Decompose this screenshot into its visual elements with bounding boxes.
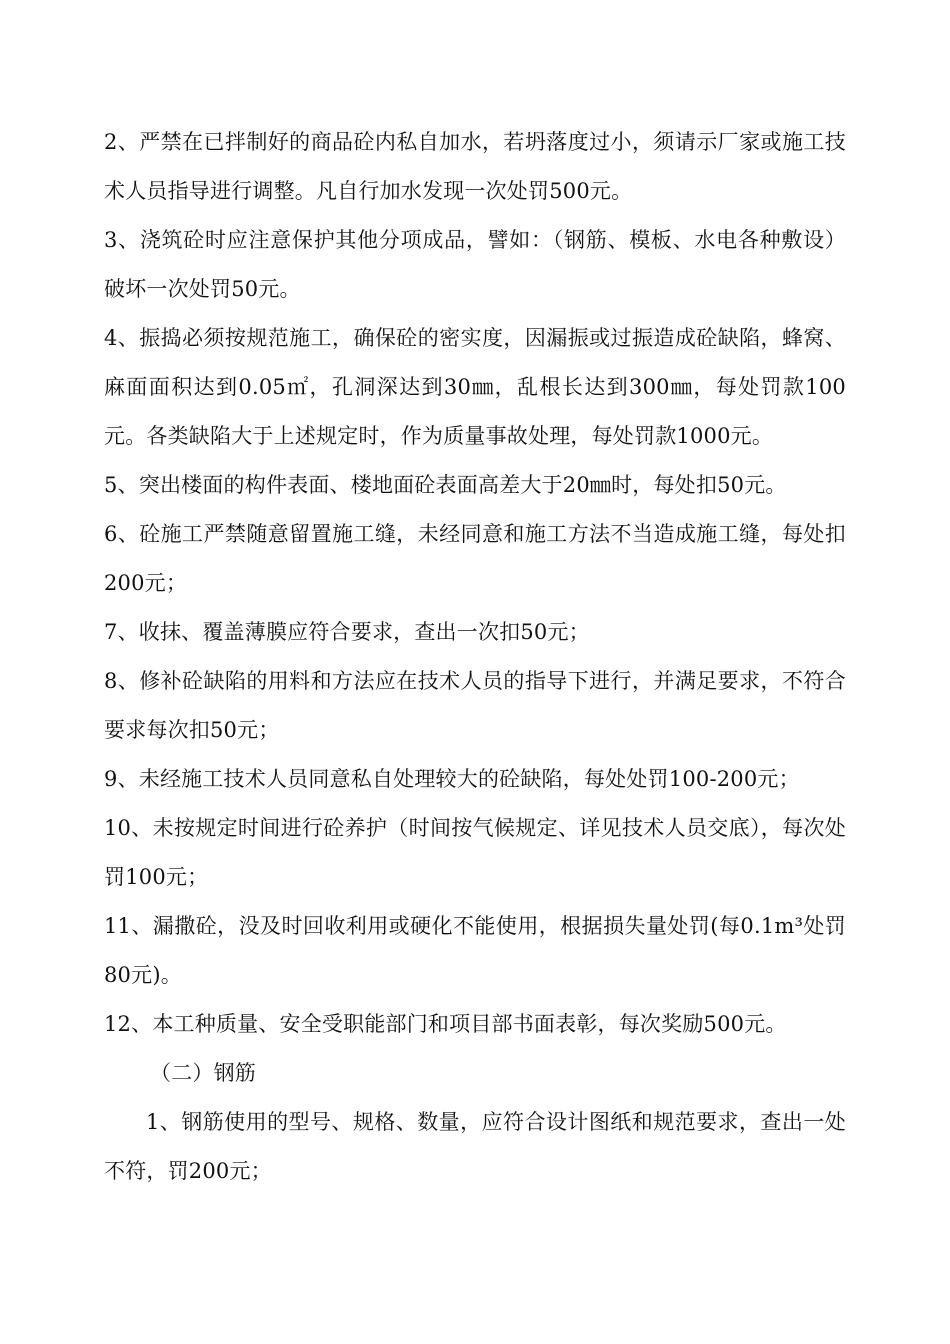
paragraph-item-12: 12、本工种质量、安全受职能部门和项目部书面表彰，每次奖励500元。 [104,1012,787,1036]
paragraph-item-5: 5、突出楼面的构件表面、楼地面砼表面高差大于20㎜时，每处扣50元。 [104,473,787,497]
paragraph-item-3: 3、浇筑砼时应注意保护其他分项成品，譬如：（钢筋、模板、水电各种敷设）破坏一次处罚50元。 [104,228,846,301]
paragraph-item-8: 8、修补砼缺陷的用料和方法应在技术人员的指导下进行，并满足要求，不符合要求每次扣50元； [104,669,846,742]
paragraph-item-6: 6、砼施工严禁随意留置施工缝，未经同意和施工方法不当造成施工缝，每处扣200元； [104,522,846,595]
paragraph-item-10: 10、未按规定时间进行砼养护（时间按气候规定、详见技术人员交底），每次处罚100元； [104,816,846,889]
section-paragraph-item-1: 1、钢筋使用的型号、规格、数量，应符合设计图纸和规范要求，查出一处不符，罚200元； [104,1110,846,1183]
paragraph-item-2: 2、严禁在已拌制好的商品砼内私自加水，若坍落度过小，须请示厂家或施工技术人员指导进行调整。凡自行加水发现一次处罚500元。 [104,130,846,203]
paragraph-item-9: 9、未经施工技术人员同意私自处理较大的砼缺陷，每处处罚100-200元； [104,767,800,791]
paragraph-item-11: 11、漏撒砼，没及时回收利用或硬化不能使用，根据损失量处罚(每0.1m³处罚80元)。 [104,914,846,987]
paragraph-item-4: 4、振捣必须按规范施工，确保砼的密实度，因漏振或过振造成砼缺陷，蜂窝、麻面面积达到0.05㎡，孔洞深达到30㎜，乱根长达到300㎜，每处罚款100元。各类缺陷大于上述规定时，作为质量事故处理，每处罚款1000元。 [104,326,846,448]
paragraph-item-7: 7、收抹、覆盖薄膜应符合要求，查出一次扣50元； [104,620,590,644]
section-heading: （二）钢筋 [150,1061,256,1085]
document-body [104,118,846,1196]
